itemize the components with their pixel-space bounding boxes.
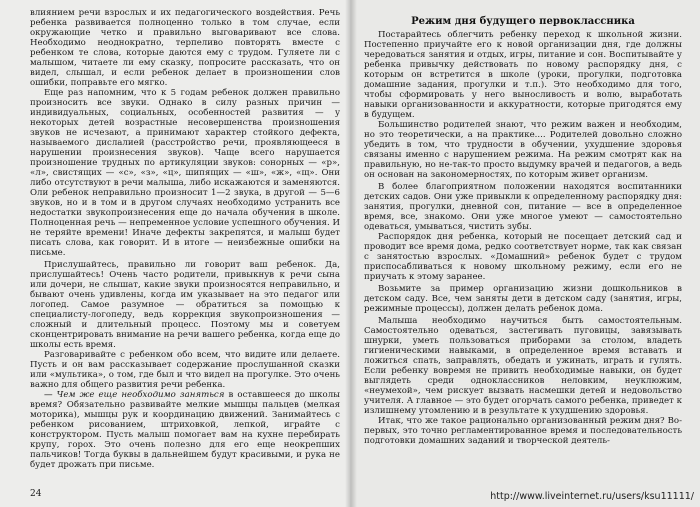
paragraph bbox=[30, 390, 340, 470]
paragraph: Большинство родителей знают, что режим важен и необходим, но это теоретически, а на практике.... Родителей довольно сложно убедить в том, что трудности в обучении, ухудшение здоровья связаны именно с нарушением режима. На режим смотрят как на правильную, но не-так-то просто выдумку врачей и педагогов, а ведь он основан на закономерностях, по которым живет организм. bbox=[364, 120, 682, 180]
paragraph: Итак, что же такое рационально организованный режим дня? Во-первых, это точно регламентированное время и последовательность подготовки домашних заданий и творческой деятель- bbox=[364, 416, 682, 446]
paragraph: Распорядок дня ребенка, который не посещает детский сад и проводит все время дома, редко соответствует норме, так как связан с занятостью взрослых. «Домашний» ребенок будет с трудом приспосабливаться к новому школьному режиму, если его не приучать к этому заранее. bbox=[364, 232, 682, 282]
book-gutter-shadow bbox=[345, 0, 357, 507]
right-page bbox=[350, 0, 700, 507]
paragraph: Разговаривайте с ребенком обо всем, что видите или делаете. Пусть и он вам рассказывает содержание прослушанной сказки или «мультика», о том, где был и что видел на прогулке. Это очень важно для общего развития речи ребенка. bbox=[30, 350, 340, 390]
paragraph: Прислушайтесь, правильно ли говорит ваш ребенок. Да, прислушайтесь! Очень часто родители, привыкнув к речи сына или дочери, не слышат, какие звуки произносятся неправильно, и бывают очень удивлены, когда им указывает на это педагог или логопед. Самое разумное — обратиться за помощью к специалисту-логопеду, ведь коррекция звукопроизношения — сложный и длительный процесс. Поэтому мы и советуем сконцентрировать внимание на речи вашего ребенка, когда еще до школы есть время. bbox=[30, 260, 340, 350]
section-title: Режим дня будущего первоклассника bbox=[411, 16, 635, 27]
paragraph-rest: в оставшееся до школы время? Обязательно развивайте мелкие мышцы пальцев (мелкая моторика), мышцы рук и координацию движений. Занимайтесь с ребенком рисованием, штриховкой, лепкой, играйте с конструктором. Пусть малыш помогает вам на кухне перебирать крупу, горох. Это очень полезно для его еще неокрепших пальчиков! Тогда буквы в дальнейшем будут красивыми, и рука не будет дрожать при письме. bbox=[30, 390, 340, 470]
paragraph: В более благоприятном положении находятся воспитанники детских садов. Они уже привыкли к определенному распорядку дня: занятия, прогулки, дневной сон, питание — все в определенное время, все, знакомо. Они уже многое умеют — самостоятельно одеваться, умываться, чистить зубы. bbox=[364, 182, 682, 232]
watermark-url: http://www.liveinternet.ru/users/ksu11111/ bbox=[490, 491, 694, 502]
paragraph: Постарайтесь облегчить ребенку переход к школьной жизни. Постепенно приучайте его к новой организации дня, где должны чередоваться занятия и отдых, игры, питание и сон. Воспитывайте у ребенка привычку действовать по новому распорядку дня, с которым он встретится в школе (уроки, прогулки, подготовка домашние задания, прогулки и т.п.). Это необходимо для того, чтобы сформировать у него выносливость и волю, выработать навыки организованности и аккуратности, которые пригодятся ему в будущем. bbox=[364, 30, 682, 120]
paragraph: Возьмите за пример организацию жизни дошкольников в детском саду. Все, чем заняты дети в детском саду (занятия, игры, режимные процессы), должен делать ребенок дома. bbox=[364, 284, 682, 314]
paragraph: влиянием речи взрослых и их педагогического воздействия. Речь ребенка развивается полноценно только в том случае, если окружающие четко и правильно выговаривают все слова. Необходимо неоднократно, терпеливо повторять вместе с ребенком те слова, которые даются ему с трудом. Гуляете ли с малышом, читаете ли ему сказку, попросите рассказать, что он видел, слышал, и если ребенок делает в произношении слов ошибки, поправьте его мягко. bbox=[30, 8, 340, 88]
paragraph: Еще раз напомним, что к 5 годам ребенок должен правильно произносить все звуки. Однако в силу разных причин — индивидуальных, социальных, особенностей развития — у некоторых детей возрастные несовершенства произношения звуков не исчезают, а принимают характер стойкого дефекта, называемого дислалией (расстройство речи, проявляющееся в нарушении произнесения звуков). Чаще всего нарушается произношение трудных по артикуляции звуков: сонорных — «р», «л», свистящих — «с», «з», «ц», шипящих — «ш», «ж», «щ». Они либо отсутствуют в речи малыша, либо искажаются и заменяются. Оли ребенок неправильно произносит 1—2 звука, в другой — 5—6 звуков, но и в том и в другом случаях необходимо устранить все недостатки звукопроизнесения еще до начала обучения в школе. Полноценная речь — непременное условие успешного обучения. И не теряйте времени! Иначе дефекты закрепятся, и малыш будет писать слова, как говорит. И в итоге — неизбежные ошибки на письме. bbox=[30, 88, 340, 258]
paragraph: Малыша необходимо научиться быть самостоятельным. Самостоятельно одеваться, застегивать пуговицы, завязывать шнурки, уметь пользоваться приборами за столом, владеть гигиеническими навыками, в определенное время вставать и ложиться спать, заправлять, обедать и ужинать, играть и гулять. Если ребенку вовремя не привить необходимые навыки, он будет выглядеть среди одноклассников неловким, неуклюжим, «неумехой», чем рискует вызвать насмешки детей и недовольство учителя. А главное — это будет огорчать самого ребенка, приведет к излишнему утомлению и в результате к ухудшению здоровья. bbox=[364, 316, 682, 416]
paragraph-italic-lead: — Чем же еще необходимо заняться bbox=[44, 390, 225, 400]
page-number: 24 bbox=[30, 489, 42, 499]
